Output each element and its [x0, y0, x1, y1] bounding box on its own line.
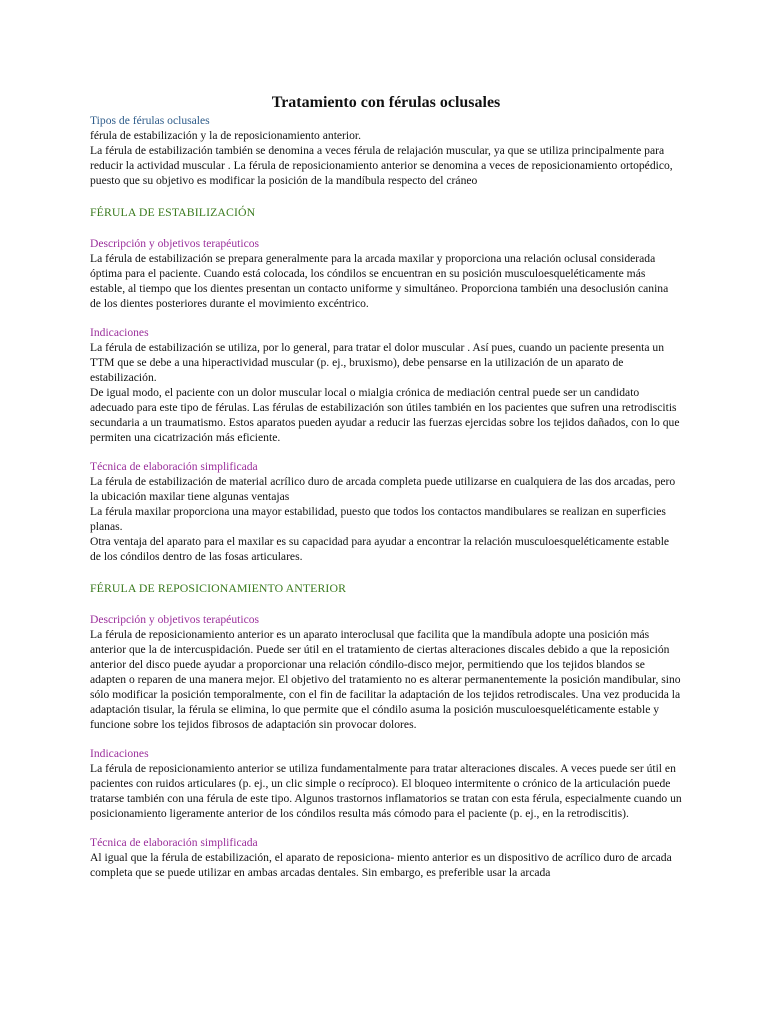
body-paragraph: De igual modo, el paciente con un dolor muscular local o mialgia crónica de mediación central puede ser un candidato adecuado para este tipo de férulas. Las férulas de estabilización son útiles también en los pacientes que sufren una retrodiscitis secundaria a un traumatismo. Estos aparatos pueden ayudar a reducir las fuerzas ejercidas sobre los tejidos dañados, con lo que permiten una cicatrización más eficiente.	[90, 386, 680, 444]
document-title: Tratamiento con férulas oclusales	[271, 94, 501, 111]
body-paragraph: La férula de estabilización se utiliza, por lo general, para tratar el dolor muscular . Así pues, cuando un paciente presenta un TTM que se debe a una hiperactividad muscular (p. ej., bruxismo), debe pensarse en la utilización de un aparato de estabilización.	[90, 341, 664, 384]
subsection-heading: Indicaciones	[90, 747, 149, 760]
intro-heading: Tipos de férulas oclusales	[90, 114, 210, 127]
section-heading-estabilizacion: FÉRULA DE ESTABILIZACIÓN	[90, 205, 256, 219]
document-page	[90, 93, 682, 880]
body-paragraph: La férula maxilar proporciona una mayor estabilidad, puesto que todos los contactos mandibulares se realizan en superficies planas.	[90, 505, 666, 533]
body-paragraph: La férula de reposicionamiento anterior es un aparato interoclusal que facilita que la mandíbula adopte una posición más anterior que la de intercuspidación. Puede ser útil en el tratamiento de ciertas alteraciones discales debido a que la reposición anterior del disco puede ayudar a proporcionar una relación cóndilo-disco mejor, permitiendo que los tejidos blandos se adapten o reparen de una manera mejor. El objetivo del tratamiento no es alterar permanentemente la posición mandibular, sino sólo modificar la posición temporalmente, con el fin de facilitar la adaptación de los tejidos retrodiscales. Una vez producida la adaptación tisular, la férula se elimina, lo que permite que el cóndilo asuma la posición musculoesqueléticamente estable y funcione sobre los tejidos fibrosos de adaptación sin provocar dolores.	[90, 628, 681, 731]
subsection-heading: Técnica de elaboración simplificada	[90, 460, 258, 473]
subsection-descripcion	[90, 612, 682, 732]
intro-paragraph: La férula de estabilización también se denomina a veces férula de relajación muscular, ya que se utiliza principalmente para reducir la actividad muscular . La férula de reposicionamiento anterior se denomina a veces de reposicionamiento ortopédico, puesto que su objetivo es modificar la posición de la mandíbula respecto del cráneo	[90, 144, 673, 187]
intro-block	[90, 113, 682, 188]
subsection-tecnica	[90, 459, 682, 564]
subsection-indicaciones	[90, 325, 682, 445]
section-heading-reposicionamiento: FÉRULA DE REPOSICIONAMIENTO ANTERIOR	[90, 581, 347, 595]
subsection-indicaciones	[90, 746, 682, 821]
subsection-heading: Técnica de elaboración simplificada	[90, 836, 258, 849]
subsection-heading: Descripción y objetivos terapéuticos	[90, 237, 260, 250]
body-paragraph: Otra ventaja del aparato para el maxilar es su capacidad para ayudar a encontrar la relación musculoesqueléticamente estable de los cóndilos dentro de las fosas articulares.	[90, 535, 670, 563]
subsection-descripcion	[90, 236, 682, 311]
body-paragraph: La férula de estabilización se prepara generalmente para la arcada maxilar y proporciona una relación oclusal considerada óptima para el paciente. Cuando está colocada, los cóndilos se encuentran en su posición musculoesqueléticamente más estable, al tiempo que los dientes presentan un contacto uniforme y simultáneo. Proporciona también una desoclusión canina de los dientes posteriores durante el movimiento excéntrico.	[90, 252, 669, 310]
intro-paragraph: férula de estabilización y la de reposicionamiento anterior.	[90, 129, 362, 142]
subsection-tecnica	[90, 835, 682, 880]
body-paragraph: La férula de estabilización de material acrílico duro de arcada completa puede utilizarse en cualquiera de las dos arcadas, pero la ubicación maxilar tiene algunas ventajas	[90, 475, 676, 503]
subsection-heading: Descripción y objetivos terapéuticos	[90, 613, 260, 626]
body-paragraph: Al igual que la férula de estabilización, el aparato de reposiciona- miento anterior es un dispositivo de acrílico duro de arcada completa que se puede utilizar en ambas arcadas dentales. Sin embargo, es preferible usar la arcada	[90, 851, 672, 879]
subsection-heading: Indicaciones	[90, 326, 149, 339]
body-paragraph: La férula de reposicionamiento anterior se utiliza fundamentalmente para tratar alteraciones discales. A veces puede ser útil en pacientes con ruidos articulares (p. ej., un clic simple o recíproco). El bloqueo intermitente o crónico de la articulación puede tratarse también con una férula de este tipo. Algunos trastornos inflamatorios se tratan con esta férula, especialmente cuando un posicionamiento ligeramente anterior de los cóndilos resulta más cómodo para el paciente (p. ej., en la retrodiscitis).	[90, 762, 682, 820]
